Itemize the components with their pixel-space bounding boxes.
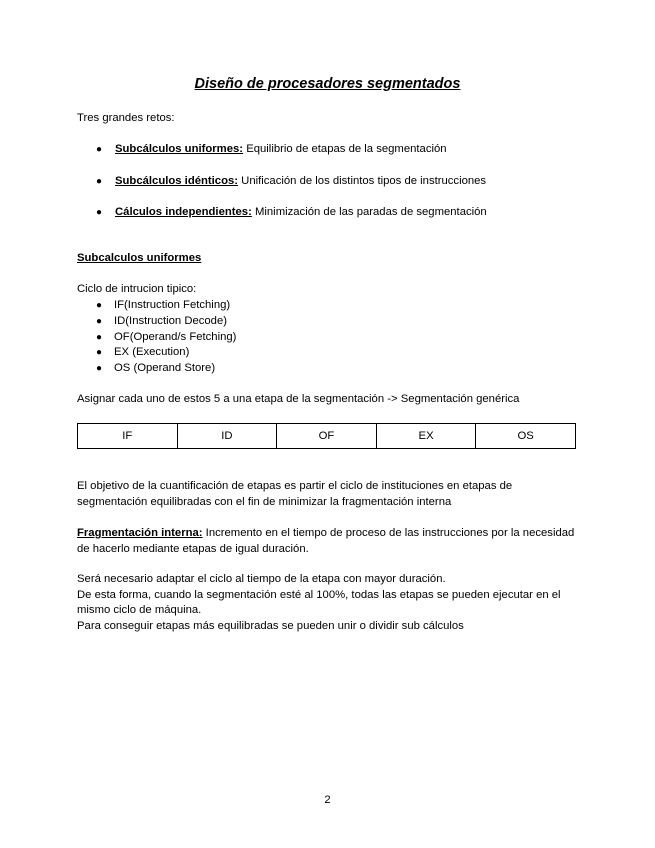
bullet-icon: ● [96, 347, 103, 359]
bullet-icon: ● [96, 144, 103, 155]
challenge-desc: Minimización de las paradas de segmentación [251, 206, 487, 218]
bullet-icon: ● [96, 300, 103, 311]
assign-text: Asignar cada uno de estos 5 a una etapa de la segmentación -> Segmentación genérica [77, 393, 520, 405]
page-number: 2 [324, 794, 331, 806]
challenge-item [96, 142, 447, 158]
fragmentation-paragraph [77, 526, 582, 557]
list-item-text: OS (Operand Store) [114, 362, 216, 375]
list-item-text: ID(Instruction Decode) [114, 314, 228, 327]
fragmentation-desc: Incremento en el tiempo de proceso de las instrucciones por la necesidad de hacerlo mediante etapas de igual duración. [77, 527, 575, 555]
bullet-icon: ● [96, 207, 103, 218]
challenge-desc: Equilibrio de etapas de la segmentación [243, 143, 447, 155]
list-item-text: IF(Instruction Fetching) [114, 299, 231, 311]
bullet-icon: ● [96, 331, 103, 343]
page-title: Diseño de procesadores segmentados [194, 76, 461, 92]
closing-paragraph [77, 572, 577, 634]
challenge-desc: Unificación de los distintos tipos de instrucciones [238, 175, 487, 187]
objective-paragraph: El objetivo de la cuantificación de etapas es partir el ciclo de instituciones en etapas de segmentación equilibradas con el fin de minimizar la fragmentación interna [77, 480, 513, 508]
stage-cell: EX [376, 424, 476, 449]
fragmentation-term: Fragmentación interna: [77, 527, 203, 539]
challenge-term: Subcálculos idénticos: [115, 175, 239, 187]
stage-cell: IF [78, 424, 178, 449]
stage-cell: ID [177, 424, 277, 449]
closing-line: De esta forma, cuando la segmentación esté al 100%, todas las etapas se pueden ejecutar en el mismo ciclo de máquina. [77, 588, 561, 617]
challenge-item [96, 205, 487, 221]
stage-cell: OF [277, 424, 377, 449]
closing-line: Para conseguir etapas más equilibradas se pueden unir o dividir sub cálculos [77, 619, 464, 632]
list-item [96, 361, 236, 377]
section-heading: Subcalculos uniformes [77, 252, 202, 264]
challenge-term: Cálculos independientes: [115, 206, 252, 218]
intro-text: Tres grandes retos: [77, 112, 175, 124]
list-item [96, 330, 236, 346]
challenge-term: Subcálculos uniformes: [115, 143, 244, 155]
cycle-list [96, 298, 236, 377]
cycle-intro: Ciclo de intrucion tipico: [77, 283, 197, 295]
bullet-icon: ● [96, 176, 103, 187]
list-item-text: OF(Operand/s Fetching) [114, 330, 237, 343]
challenge-item [96, 174, 486, 190]
list-item [96, 298, 236, 314]
table-row [78, 424, 576, 449]
list-item [96, 314, 236, 330]
closing-line: Será necesario adaptar el ciclo al tiempo de la etapa con mayor duración. [77, 573, 446, 585]
list-item [96, 345, 236, 361]
bullet-icon: ● [96, 363, 103, 375]
list-item-text: EX (Execution) [114, 346, 190, 359]
stages-table [77, 423, 576, 449]
bullet-icon: ● [96, 315, 103, 327]
stage-cell: OS [476, 424, 576, 449]
